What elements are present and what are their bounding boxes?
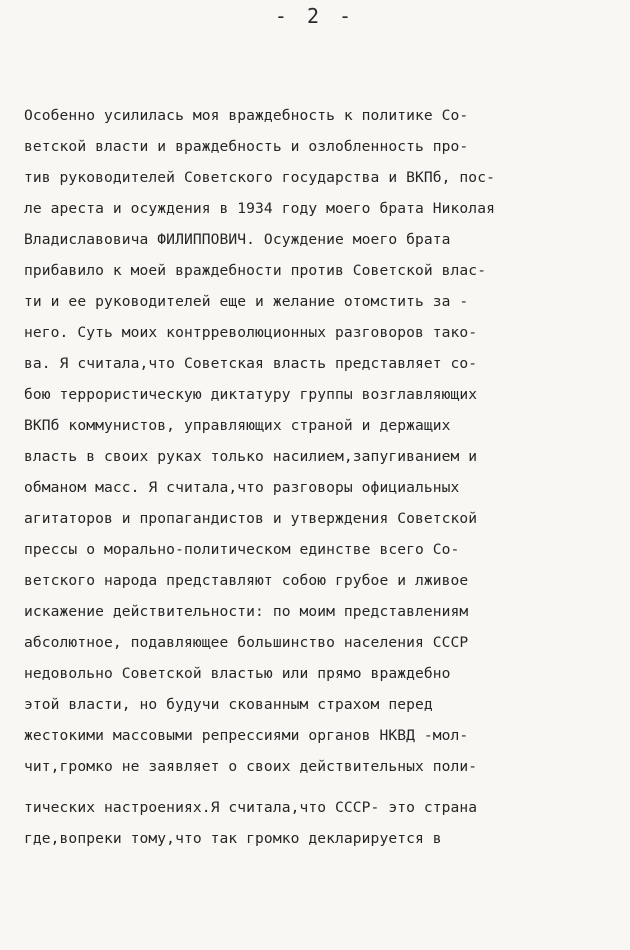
text-line: ветской власти и враждебность и озлобленность про- [24,138,469,155]
text-line: тических настроениях.Я считала,что СССР- это страна [24,799,478,816]
text-line: прибавило к моей враждебности против Советской влас- [24,262,487,279]
text-line: агитаторов и пропагандистов и утверждения Советской [24,510,478,527]
text-line: власть в своих руках только насилием,запугиванием и [24,448,478,465]
body-text [24,100,624,854]
text-line: ти и ее руководителей еще и желание отомстить за - [24,293,469,310]
text-line: абсолютное, подавляющее большинство населения СССР [24,634,469,651]
page-number: - 2 - [274,4,356,28]
text-line: обманом масс. Я считала,что разговоры официальных [24,479,460,496]
text-line: этой власти, но будучи скованным страхом перед [24,696,433,713]
text-line: ветского народа представляют собою грубое и лживое [24,572,469,589]
text-line: ле ареста и осуждения в 1934 году моего брата Николая [24,200,495,217]
text-line: чит,громко не заявляет о своих действительных поли- [24,758,478,775]
text-line: жестокими массовыми репрессиями органов НКВД -мол- [24,727,469,744]
text-line: Особенно усилилась моя враждебность к политике Со- [24,107,469,124]
text-line: тив руководителей Советского государства и ВКПб, пос- [24,169,495,186]
text-line: ВКПб коммунистов, управляющих страной и держащих [24,417,451,434]
text-line: где,вопреки тому,что так громко декларируется в [24,830,442,847]
text-line: него. Суть моих контрреволюционных разговоров тако- [24,324,478,341]
text-line: прессы о морально-политическом единстве всего Со- [24,541,460,558]
text-line: недовольно Советской властью или прямо враждебно [24,665,451,682]
text-line: Владиславовича ФИЛИППОВИЧ. Осуждение моего брата [24,231,451,248]
text-line: ва. Я считала,что Советская власть представляет со- [24,355,478,372]
text-line: бою террористическую диктатуру группы возглавляющих [24,386,478,403]
text-line: искажение действительности: по моим представлениям [24,603,469,620]
